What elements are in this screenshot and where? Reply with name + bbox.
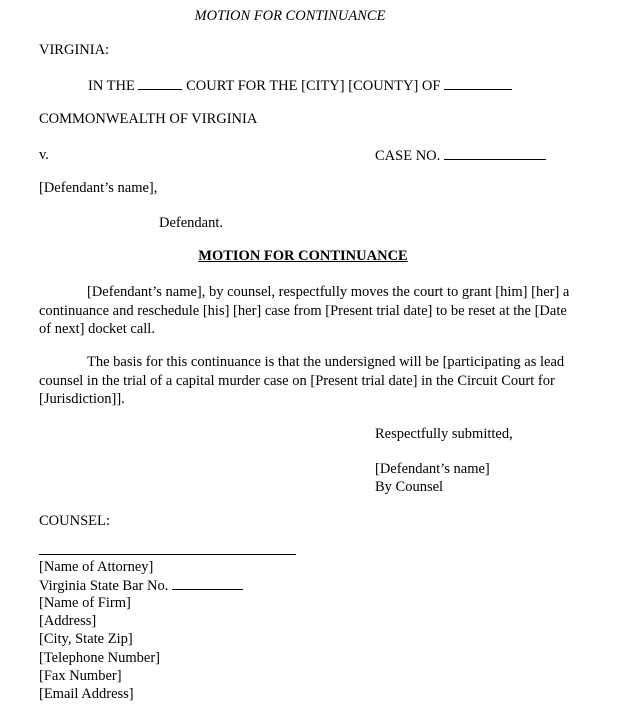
firm-name: [Name of Firm] — [39, 595, 131, 611]
court-blank-field — [138, 76, 182, 90]
court-prefix: IN THE — [88, 78, 135, 94]
defendant-role: Defendant. — [159, 215, 224, 231]
venue-state: VIRGINIA: — [39, 42, 110, 58]
versus-label: v. — [39, 147, 49, 163]
jurisdiction-blank-field — [444, 76, 512, 90]
fax-number: [Fax Number] — [39, 668, 122, 684]
closing-phrase: Respectfully submitted, — [375, 426, 513, 442]
motion-paragraph-1: [Defendant’s name], by counsel, respectfully moves the court to grant [him] [her] a continuance and reschedule [his] [her] case from [Present trial date] to be reset at the [Date of next] docket call. — [39, 284, 570, 337]
bar-number-line — [39, 576, 243, 595]
signature-name: [Defendant’s name] — [375, 461, 490, 477]
attorney-signature-line — [39, 554, 296, 555]
defendant-name: [Defendant’s name], — [39, 180, 158, 196]
court-line — [88, 76, 512, 95]
attorney-name: [Name of Attorney] — [39, 559, 154, 575]
commonwealth-caption: COMMONWEALTH OF VIRGINIA — [39, 111, 258, 127]
case-no-label: CASE NO. — [375, 148, 441, 164]
motion-paragraph-2: The basis for this continuance is that the undersigned will be [participating as lead counsel in the trial of a capital murder case on [Present trial date] in the Circuit Court for [Jurisdiction]]. — [39, 354, 565, 407]
bar-no-label: Virginia State Bar No. — [39, 578, 169, 594]
document-top-title: MOTION FOR CONTINUANCE — [194, 8, 386, 24]
counsel-label: COUNSEL: — [39, 513, 110, 529]
case-number-line — [375, 146, 546, 165]
firm-address: [Address] — [39, 613, 97, 629]
case-no-blank-field — [444, 146, 546, 160]
email-address: [Email Address] — [39, 686, 134, 702]
city-state-zip: [City, State Zip] — [39, 631, 133, 647]
bar-no-blank-field — [172, 576, 243, 590]
telephone-number: [Telephone Number] — [39, 650, 160, 666]
motion-heading: MOTION FOR CONTINUANCE — [198, 248, 408, 264]
court-middle: COURT FOR THE [CITY] [COUNTY] OF — [186, 78, 441, 94]
signature-by-counsel: By Counsel — [375, 479, 444, 495]
